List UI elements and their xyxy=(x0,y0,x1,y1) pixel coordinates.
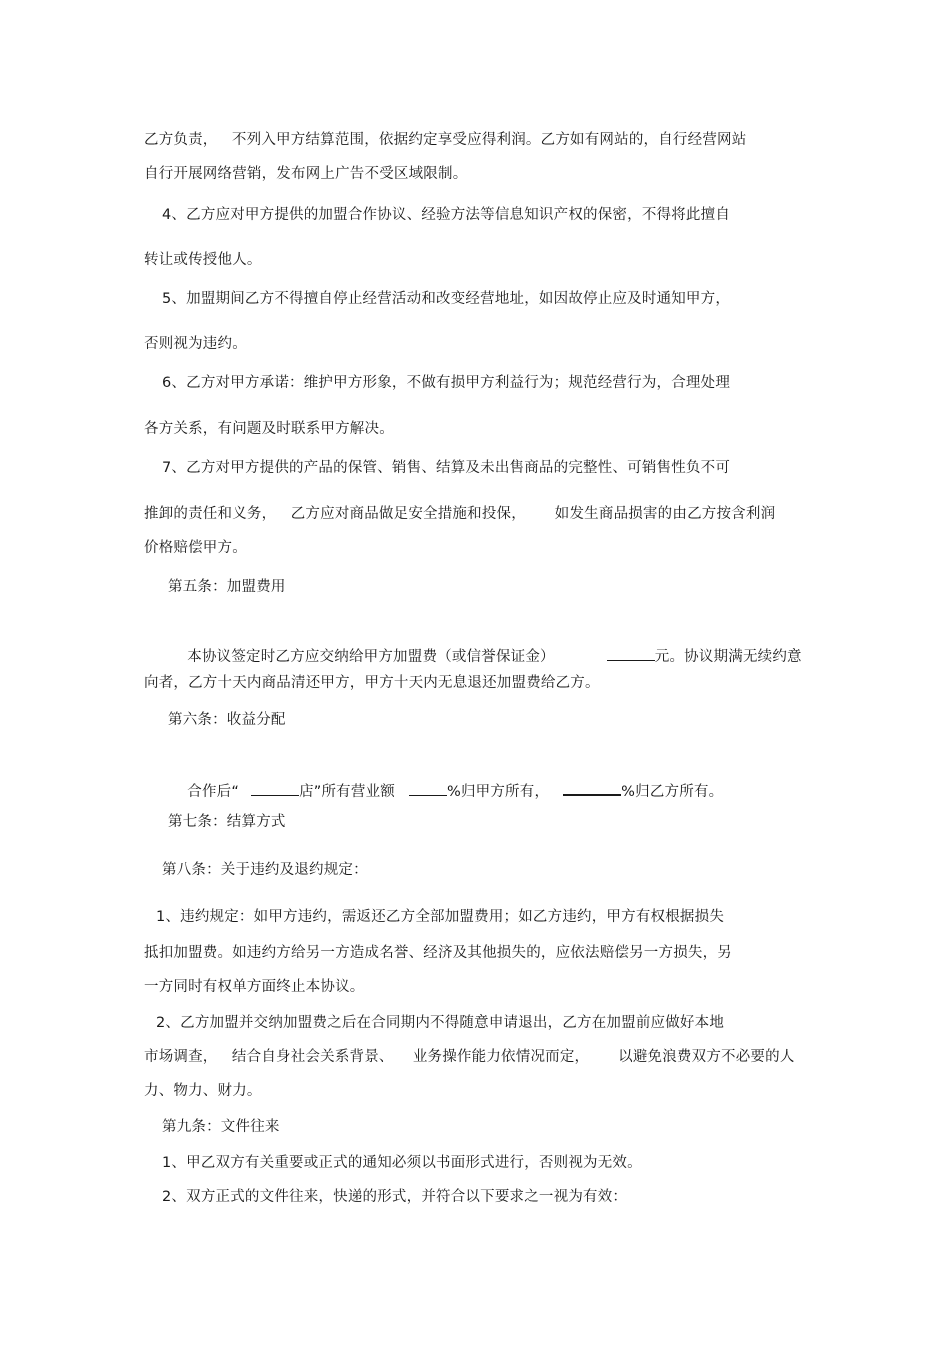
text-line: 一方同时有权单方面终止本协议。 xyxy=(144,979,365,995)
fee-amount-blank xyxy=(607,646,655,661)
section-heading: 第八条：关于违约及退约规定： xyxy=(162,862,368,878)
text-line: 向者，乙方十天内商品清还甲方，甲方十天内无息退还加盟费给乙方。 xyxy=(144,675,600,691)
section-heading: 第九条：文件往来 xyxy=(162,1119,280,1135)
section-heading: 第五条：加盟费用 xyxy=(168,579,286,595)
text-line: 7、乙方对甲方提供的产品的保管、销售、结算及未出售商品的完整性、可销售性负不可 xyxy=(162,460,731,476)
fee-text: 本协议签定时乙方应交纳给甲方加盟费（或信誉保证金） xyxy=(187,649,555,665)
text-line: 自行开展网络营销，发布网上广告不受区域限制。 xyxy=(144,166,468,182)
section-heading: 第六条：收益分配 xyxy=(168,712,286,728)
share-store-text: 店”所有营业额 xyxy=(299,784,395,800)
text-line: 6、乙方对甲方承诺：维护甲方形象，不做有损甲方利益行为；规范经营行为，合理处理 xyxy=(162,375,731,391)
text-line: 2、乙方加盟并交纳加盟费之后在合同期内不得随意申请退出，乙方在加盟前应做好本地 xyxy=(156,1015,725,1031)
share-prefix: 合作后“ xyxy=(187,784,240,800)
text-line: 乙方负责， 不列入甲方结算范围，依据约定享受应得利润。乙方如有网站的，自行经营网站 xyxy=(144,132,747,148)
text-line: 推卸的责任和义务， 乙方应对商品做足安全措施和投保， 如发生商品损害的由乙方按含利润 xyxy=(144,506,776,522)
share-party-b-text: %归乙方所有。 xyxy=(621,784,724,800)
section-heading: 第七条：结算方式 xyxy=(168,814,286,830)
party-b-percent-blank xyxy=(563,780,621,796)
share-party-a-text: %归甲方所有， xyxy=(446,784,550,800)
party-a-percent-blank xyxy=(409,781,447,796)
text-line: 各方关系，有问题及时联系甲方解决。 xyxy=(144,421,394,437)
text-line: 4、乙方应对甲方提供的加盟合作协议、经验方法等信息知识产权的保密，不得将此擅自 xyxy=(162,207,731,223)
text-line: 否则视为违约。 xyxy=(144,336,247,352)
text-line: 5、加盟期间乙方不得擅自停止经营活动和改变经营地址，如因故停止应及时通知甲方， xyxy=(162,291,731,307)
text-line: 1、甲乙双方有关重要或正式的通知必须以书面形式进行，否则视为无效。 xyxy=(162,1155,642,1171)
text-line: 价格赔偿甲方。 xyxy=(144,540,247,556)
text-line: 抵扣加盟费。如违约方给另一方造成名誉、经济及其他损失的，应依法赔偿另一方损失，另 xyxy=(144,945,732,961)
text-line: 2、双方正式的文件往来，快递的形式，并符合以下要求之一视为有效： xyxy=(162,1189,628,1205)
text-line: 1、违约规定：如甲方违约，需返还乙方全部加盟费用；如乙方违约，甲方有权根据损失 xyxy=(156,909,725,925)
store-name-blank xyxy=(251,781,299,796)
text-line: 转让或传授他人。 xyxy=(144,252,262,268)
fee-unit-text: 元。协议期满无续约意 xyxy=(654,649,802,665)
text-line: 力、物力、财力。 xyxy=(144,1083,262,1099)
text-line: 市场调查， 结合自身社会关系背景、 业务操作能力依情况而定， 以避免浪费双方不必要的人 xyxy=(144,1049,795,1065)
